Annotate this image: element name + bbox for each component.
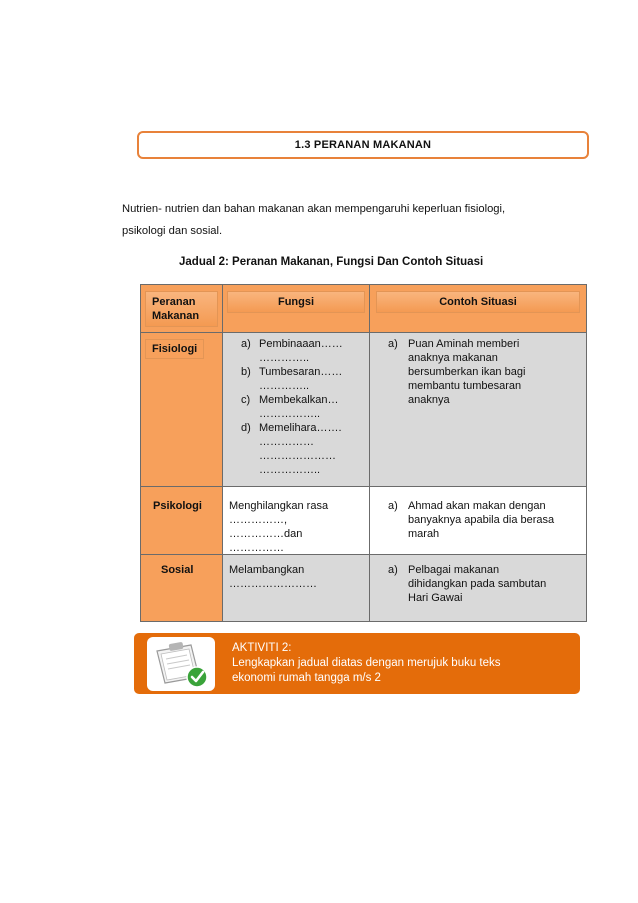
fungsi-item-blank: ………………… (259, 450, 336, 462)
fungsi-item-blank: …………… (259, 436, 314, 448)
row-sosial-fungsi (223, 555, 370, 621)
header-contoh: Contoh Situasi (376, 291, 580, 313)
row-fisiologi-contoh (370, 333, 586, 487)
contoh-line: Ahmad akan makan dengan (408, 500, 546, 512)
intro-line-2: psikologi dan sosial. (122, 225, 223, 237)
fungsi-item-blank: ………….. (259, 380, 310, 392)
fungsi-item-text: Tumbesaran…… (259, 366, 343, 378)
section-title-box (137, 131, 589, 159)
intro-line-1: Nutrien- nutrien dan bahan makanan akan mempengaruhi keperluan fisiologi, (122, 203, 506, 215)
fungsi-item-blank: ………….. (259, 352, 310, 364)
contoh-marker: a) (388, 564, 398, 576)
header-peranan-line-1: Peranan (152, 296, 196, 308)
row-fisiologi-fungsi (223, 333, 370, 487)
role-table (140, 284, 587, 622)
row-fisiologi-name-cell (141, 333, 223, 487)
psikologi-contoh-item (388, 499, 580, 541)
fungsi-item-text: Memelihara……. (259, 422, 342, 434)
row-psikologi-name: Psikologi (153, 500, 202, 512)
fungsi-item-blank: …………….. (259, 464, 321, 476)
section-title: 1.3 PERANAN MAKANAN (294, 139, 432, 151)
row-psikologi-contoh (370, 487, 586, 555)
contoh-line: banyaknya apabila dia berasa (408, 514, 555, 526)
activity-line-1: Lengkapkan jadual diatas dengan merujuk buku teks (232, 657, 501, 669)
row-psikologi-name-cell (141, 487, 223, 555)
row-sosial-name: Sosial (161, 564, 194, 576)
clipboard-check-icon (147, 637, 215, 691)
fungsi-item-marker: b) (241, 366, 251, 378)
contoh-line: marah (408, 528, 440, 540)
fungsi-item-marker: c) (241, 394, 251, 406)
contoh-marker: a) (388, 338, 398, 350)
row-sosial-contoh (370, 555, 586, 621)
fungsi-item (241, 421, 363, 477)
contoh-line: Puan Aminah memberi (408, 338, 520, 350)
activity-text (232, 641, 572, 686)
header-peranan (145, 291, 218, 327)
header-peranan-line-2: Makanan (152, 310, 200, 322)
header-fungsi: Fungsi (227, 291, 365, 313)
contoh-line: dihidangkan pada sambutan (408, 578, 547, 590)
row-sosial-name-cell (141, 555, 223, 621)
contoh-line: Hari Gawai (408, 592, 463, 604)
fungsi-item-blank: …………….. (259, 408, 321, 420)
contoh-line: Pelbagai makanan (408, 564, 500, 576)
contoh-line: anaknya makanan (408, 352, 498, 364)
header-fungsi-cell (223, 285, 370, 333)
row-psikologi-fungsi (223, 487, 370, 555)
sosial-fungsi-line: …………………… (229, 578, 317, 590)
intro-paragraph (122, 198, 572, 242)
row-fisiologi-name: Fisiologi (145, 339, 204, 359)
header-peranan-cell (141, 285, 223, 333)
fungsi-item-marker: d) (241, 422, 251, 434)
contoh-line: bersumberkan ikan bagi (408, 366, 526, 378)
psikologi-fungsi-line: ……………dan (229, 528, 303, 540)
fungsi-item (241, 365, 363, 393)
fungsi-item-marker: a) (241, 338, 251, 350)
psikologi-fungsi-line: …………… (229, 542, 284, 554)
fisiologi-contoh-item (388, 337, 580, 407)
activity-line-2: ekonomi rumah tangga m/s 2 (232, 672, 381, 684)
activity-title: AKTIVITI 2: (232, 642, 292, 654)
psikologi-fungsi-line: Menghilangkan rasa (229, 500, 329, 512)
sosial-contoh-item (388, 563, 580, 605)
fungsi-item (241, 337, 363, 365)
contoh-line: anaknya (408, 394, 450, 406)
header-contoh-cell (370, 285, 586, 333)
fungsi-item-text: Membekalkan… (259, 394, 339, 406)
contoh-marker: a) (388, 500, 398, 512)
sosial-fungsi-line: Melambangkan (229, 564, 305, 576)
psikologi-fungsi-line: ……………, (229, 514, 288, 526)
activity-banner (134, 633, 580, 694)
table-caption: Jadual 2: Peranan Makanan, Fungsi Dan Contoh Situasi (179, 256, 484, 268)
contoh-line: membantu tumbesaran (408, 380, 522, 392)
fisiologi-fungsi-list (241, 337, 363, 477)
fungsi-item (241, 393, 363, 421)
fungsi-item-text: Pembinaaan…… (259, 338, 343, 350)
